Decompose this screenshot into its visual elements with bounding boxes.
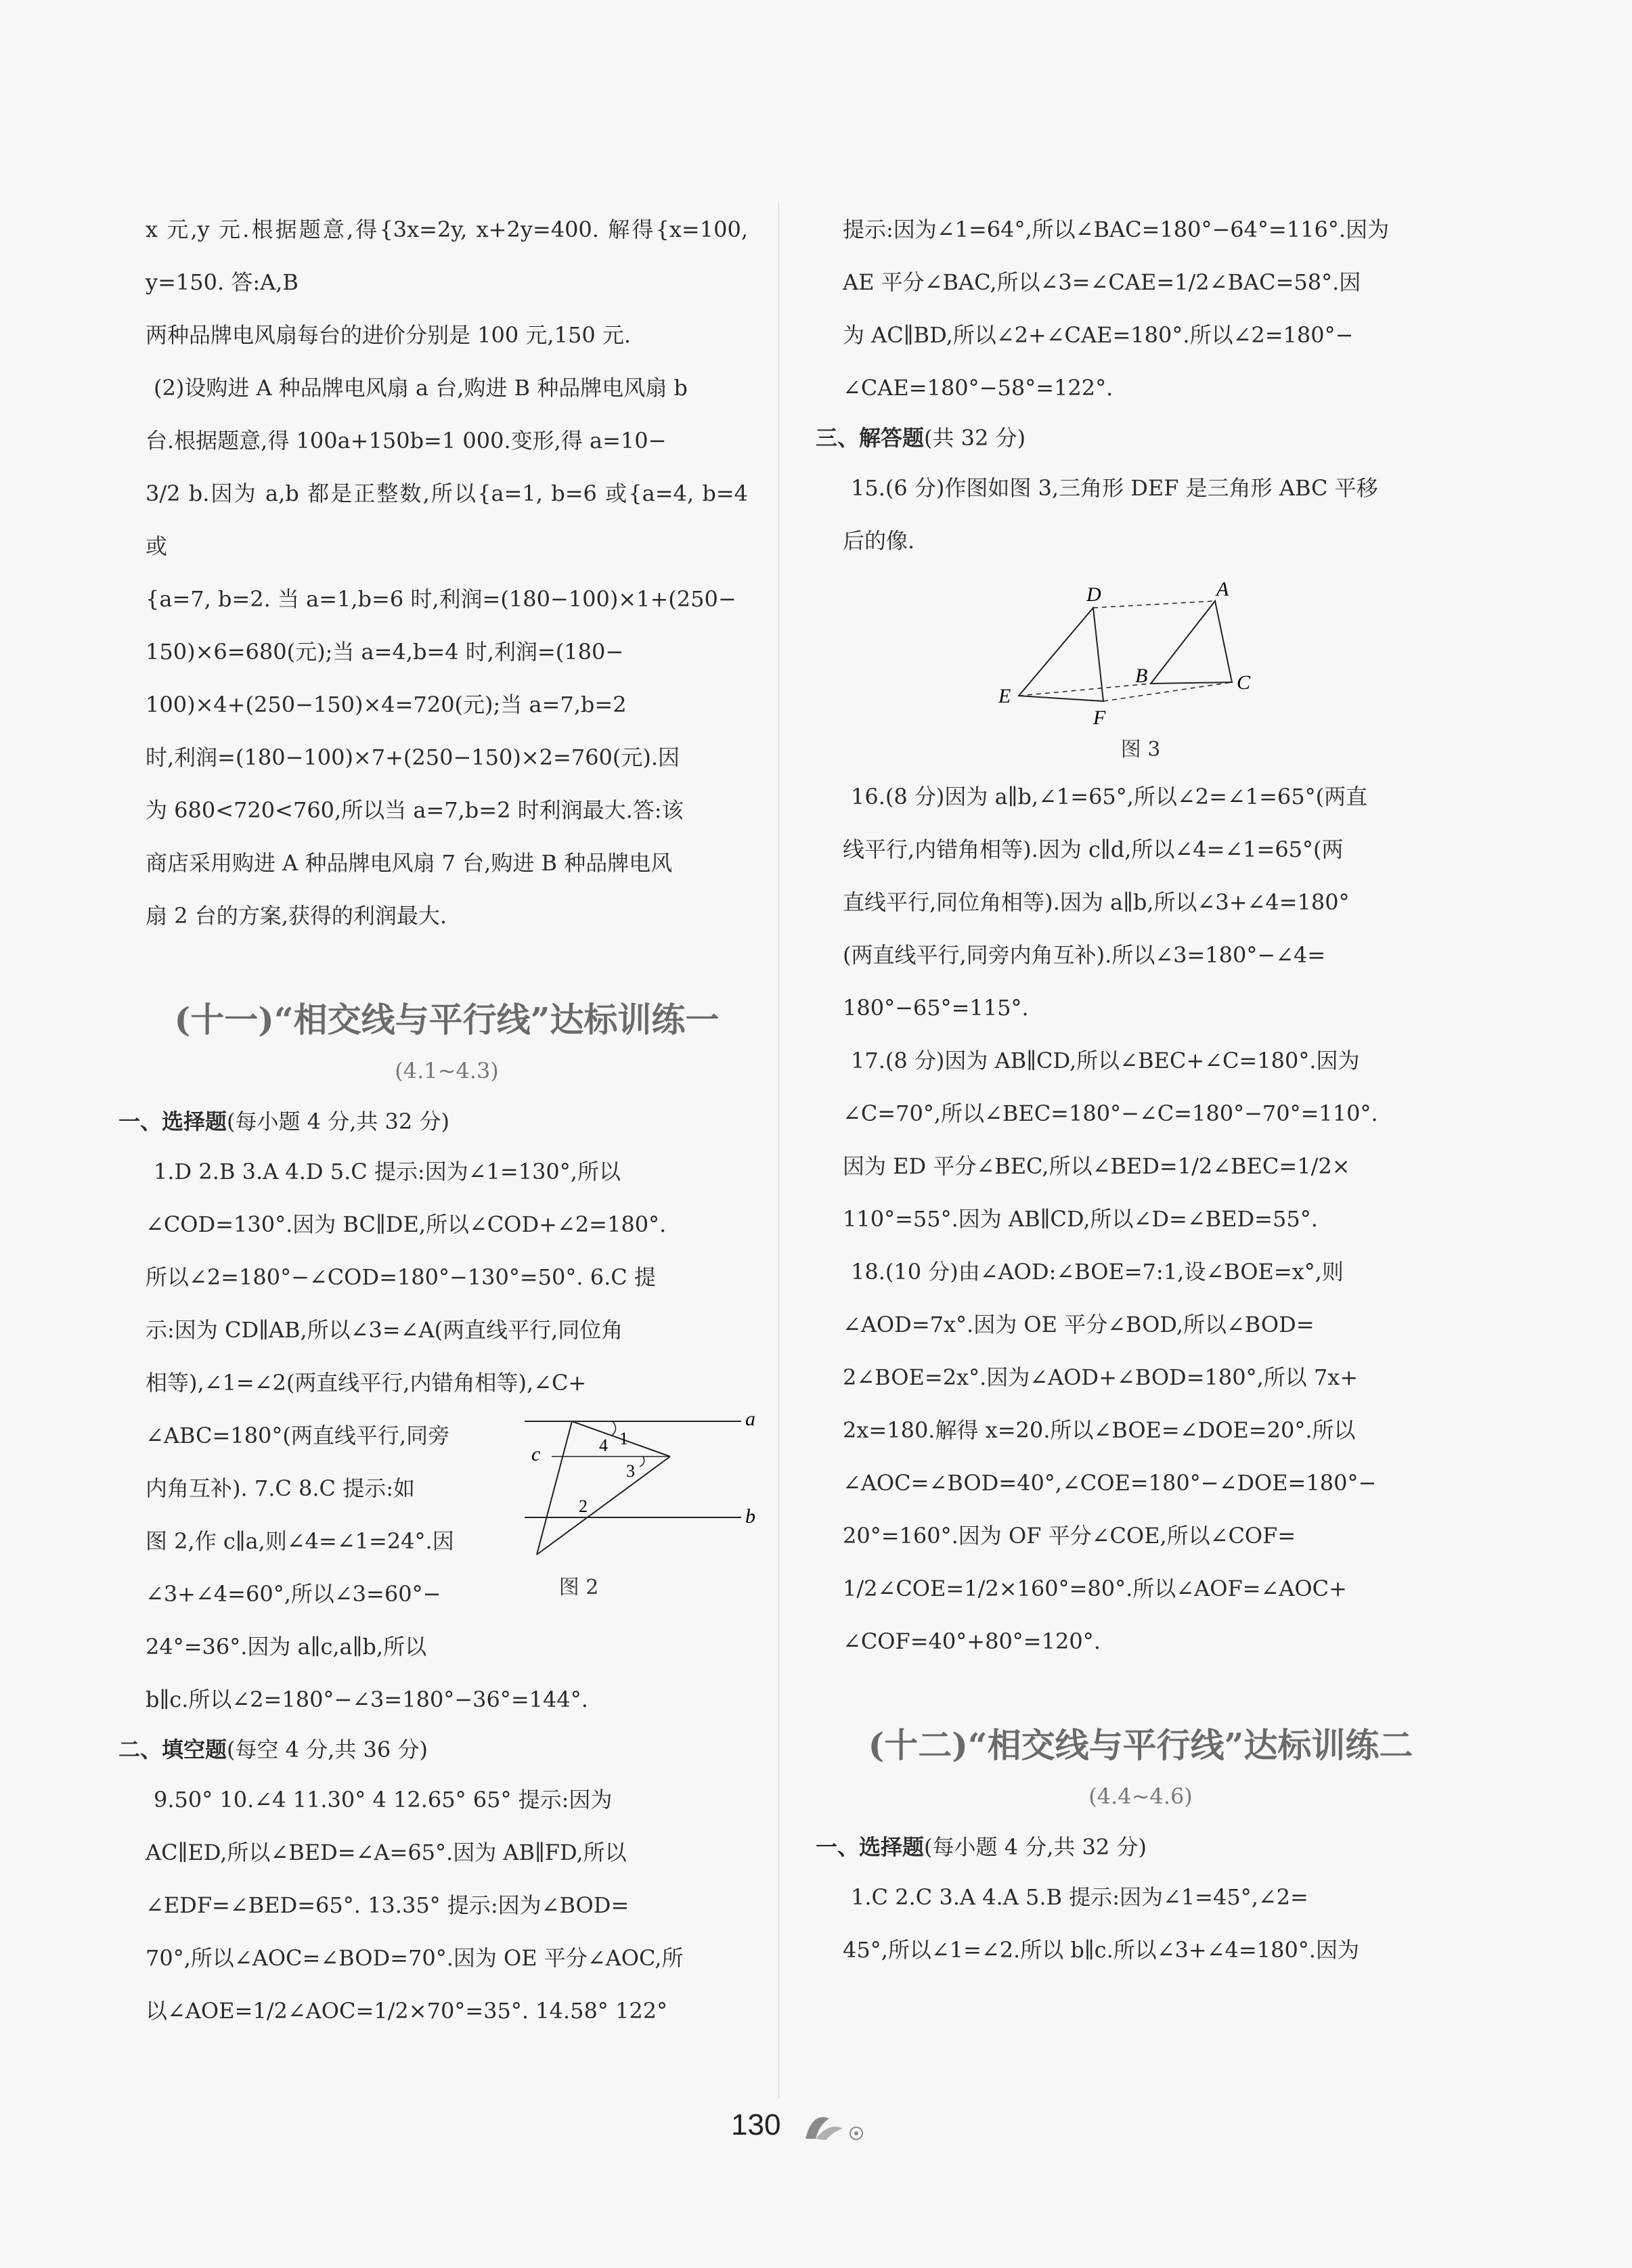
figure-3 xyxy=(843,574,1438,770)
text-line: 100)×4+(250−150)×4=720(元);当 a=7,b=2 xyxy=(146,692,627,717)
label-d: D xyxy=(1086,583,1101,606)
section-title: (十一)“相交线与平行线”达标训练一 xyxy=(174,1000,720,1040)
text-line: 150)×6=680(元);当 a=4,b=4 时,利润=(180− xyxy=(146,639,624,665)
triangle-abc xyxy=(1151,601,1232,684)
text-line: 相等),∠1=∠2(两直线平行,内错角相等),∠C+ xyxy=(146,1370,587,1396)
heading-label: 二、填空题 xyxy=(118,1737,227,1762)
text-line: ∠AOD=7x°.因为 OE 平分∠BOD,所以∠BOD= xyxy=(843,1312,1315,1337)
section-range: (4.4~4.6) xyxy=(1088,1783,1193,1809)
text-line: 18.(10 分)由∠AOD:∠BOE=7:1,设∠BOE=x°,则 xyxy=(851,1259,1344,1285)
label-c: c xyxy=(531,1443,541,1465)
text-line: 2x=180.解得 x=20.所以∠BOE=∠DOE=20°.所以 xyxy=(843,1417,1356,1443)
text-line: 扇 2 台的方案,获得的利润最大. xyxy=(146,903,447,929)
text-line: 两种品牌电风扇每台的进价分别是 100 元,150 元. xyxy=(146,322,632,348)
text-line: 因为 ED 平分∠BEC,所以∠BED=1/2∠BEC=1/2× xyxy=(843,1153,1350,1179)
left-column xyxy=(118,203,755,2037)
figure-3-caption: 图 3 xyxy=(1120,738,1161,761)
text-line: x 元,y 元.根据题意,得{3x=2y, x+2y=400. 解得{x=100, y=150. 答:A,B xyxy=(146,217,748,295)
text-line: AC∥ED,所以∠BED=∠A=65°.因为 AB∥FD,所以 xyxy=(146,1840,627,1865)
page-number: 130 xyxy=(731,2108,781,2141)
label-2: 2 xyxy=(579,1496,588,1516)
text-line: {a=7, b=2. 当 a=1,b=6 时,利润=(180−100)×1+(250− xyxy=(146,586,736,612)
text-line: 2∠BOE=2x°.因为∠AOD+∠BOD=180°,所以 7x+ xyxy=(843,1364,1359,1390)
angle-arc xyxy=(611,1421,616,1436)
text-line: (2)设购进 A 种品牌电风扇 a 台,购进 B 种品牌电风扇 b xyxy=(154,375,688,401)
text-line: b∥c.所以∠2=180°−∠3=180°−36°=144°. xyxy=(146,1687,588,1712)
choice-answers xyxy=(146,1145,755,1726)
text-line: AE 平分∠BAC,所以∠3=∠CAE=1/2∠BAC=58°.因 xyxy=(843,269,1361,295)
text-line: 后的像. xyxy=(843,528,915,554)
label-b: b xyxy=(745,1505,755,1528)
figure-2 xyxy=(511,1402,755,1605)
text-line: ∠C=70°,所以∠BEC=180°−∠C=180°−70°=110°. xyxy=(843,1100,1378,1126)
label-1: 1 xyxy=(619,1429,628,1448)
heading-note: (共 32 分) xyxy=(924,425,1026,451)
text-line: 内角互补). 7.C 8.C 提示:如 xyxy=(146,1475,415,1501)
q18-answer xyxy=(843,1245,1438,1668)
text-line: 1.D 2.B 3.A 4.D 5.C 提示:因为∠1=130°,所以 xyxy=(154,1159,621,1184)
heading-label: 三、解答题 xyxy=(816,425,925,451)
text-line: 20°=160°.因为 OF 平分∠COE,所以∠COF= xyxy=(843,1523,1296,1549)
text-line: 为 AC∥BD,所以∠2+∠CAE=180°.所以∠2=180°− xyxy=(843,322,1354,348)
text-line: 1/2∠COE=1/2×160°=80°.所以∠AOF=∠AOC+ xyxy=(843,1576,1347,1601)
label-3: 3 xyxy=(626,1461,635,1481)
label-e: E xyxy=(998,685,1011,707)
text-line: 为 680<720<760,所以当 a=7,b=2 时利润最大.答:该 xyxy=(146,797,684,823)
heading-note: (每空 4 分,共 36 分) xyxy=(227,1737,428,1762)
dashed-line xyxy=(1019,684,1151,696)
text-line: 17.(8 分)因为 AB∥CD,所以∠BEC+∠C=180°.因为 xyxy=(851,1048,1360,1073)
label-a: A xyxy=(1216,578,1229,600)
section-title: (十二)“相交线与平行线”达标训练二 xyxy=(868,1725,1413,1765)
triangle-side xyxy=(537,1421,572,1555)
figure-2-caption: 图 2 xyxy=(558,1576,599,1599)
column-divider xyxy=(778,203,779,2098)
text-line: 所以∠2=180°−∠COD=180°−130°=50°. 6.C 提 xyxy=(146,1264,656,1290)
heading-label: 一、选择题 xyxy=(816,1834,925,1860)
text-line: ∠COD=130°.因为 BC∥DE,所以∠COD+∠2=180°. xyxy=(146,1211,667,1237)
heading-note: (每小题 4 分,共 32 分) xyxy=(924,1834,1147,1860)
text-line: ∠CAE=180°−58°=122°. xyxy=(843,375,1113,401)
label-b: B xyxy=(1135,665,1148,687)
text-line: ∠COF=40°+80°=120°. xyxy=(843,1628,1101,1654)
section-range: (4.1~4.3) xyxy=(395,1058,499,1084)
text-line: (两直线平行,同旁内角互补).所以∠3=180°−∠4= xyxy=(843,942,1326,968)
text-line: 台.根据题意,得 100a+150b=1 000.变形,得 a=10− xyxy=(146,428,667,453)
text-line: 商店采用购进 A 种品牌电风扇 7 台,购进 B 种品牌电风 xyxy=(146,850,673,876)
label-4: 4 xyxy=(599,1436,608,1455)
text-line: ∠3+∠4=60°,所以∠3=60°− xyxy=(146,1581,441,1607)
text-line: ∠ABC=180°(两直线平行,同旁 xyxy=(146,1423,450,1448)
heading-note: (每小题 4 分,共 32 分) xyxy=(227,1109,449,1134)
text-line: 15.(6 分)作图如图 3,三角形 DEF 是三角形 ABC 平移 xyxy=(851,475,1378,501)
text-line: 24°=36°.因为 a∥c,a∥b,所以 xyxy=(146,1634,427,1660)
text-line: 以∠AOE=1/2∠AOC=1/2×70°=35°. 14.58° 122° xyxy=(146,1998,668,2024)
right-column xyxy=(816,203,1438,1976)
text-line: 提示:因为∠1=64°,所以∠BAC=180°−64°=116°.因为 xyxy=(843,217,1390,242)
part-heading xyxy=(816,1823,1438,1871)
triangle-def xyxy=(1019,608,1103,701)
intro-paragraph xyxy=(146,203,748,942)
label-a: a xyxy=(745,1408,755,1430)
text-line: 直线平行,同位角相等).因为 a∥b,所以∠3+∠4=180° xyxy=(843,889,1350,915)
text-line: 1.C 2.C 3.A 4.A 5.B 提示:因为∠1=45°,∠2= xyxy=(851,1884,1308,1910)
label-c: C xyxy=(1237,671,1251,694)
figure-2-diagram xyxy=(511,1402,755,1565)
label-f: F xyxy=(1093,707,1106,729)
q16-answer xyxy=(843,770,1438,1034)
text-line: 时,利润=(180−100)×7+(250−150)×2=760(元).因 xyxy=(146,744,680,770)
text-line: 图 2,作 c∥a,则∠4=∠1=24°.因 xyxy=(146,1528,454,1554)
part-heading xyxy=(118,1098,748,1145)
triangle-side xyxy=(537,1457,670,1555)
text-line: 9.50° 10.∠4 11.30° 4 12.65° 65° 提示:因为 xyxy=(154,1787,613,1813)
fill-answers xyxy=(146,1773,748,2037)
text-line: 45°,所以∠1=∠2.所以 b∥c.所以∠3+∠4=180°.因为 xyxy=(843,1937,1359,1963)
text-line: 3/2 b.因为 a,b 都是正整数,所以{a=1, b=6 或{a=4, b=4 或 xyxy=(146,481,748,559)
heading-label: 一、选择题 xyxy=(118,1109,227,1134)
text-line: 110°=55°.因为 AB∥CD,所以∠D=∠BED=55°. xyxy=(843,1206,1318,1232)
text-line: 线平行,内错角相等).因为 c∥d,所以∠4=∠1=65°(两 xyxy=(843,837,1344,862)
part-heading xyxy=(118,1726,748,1773)
angle-arc xyxy=(640,1457,644,1467)
text-line: 180°−65°=115°. xyxy=(843,995,1029,1021)
text-line: ∠EDF=∠BED=65°. 13.35° 提示:因为∠BOD= xyxy=(146,1892,630,1918)
text-line: 16.(8 分)因为 a∥b,∠1=65°,所以∠2=∠1=65°(两直 xyxy=(851,784,1368,809)
figure-3-diagram xyxy=(992,574,1289,730)
part-heading xyxy=(816,414,1438,462)
text-line: 70°,所以∠AOC=∠BOD=70°.因为 OE 平分∠AOC,所 xyxy=(146,1945,684,1971)
text-line: ∠AOC=∠BOD=40°,∠COE=180°−∠DOE=180°− xyxy=(843,1470,1377,1496)
hint-paragraph xyxy=(843,203,1438,414)
q17-answer xyxy=(843,1034,1438,1245)
leaf-ornament-icon xyxy=(799,2105,873,2145)
dashed-line xyxy=(1093,601,1215,608)
text-line: 示:因为 CD∥AB,所以∠3=∠A(两直线平行,同位角 xyxy=(146,1317,623,1343)
dashed-line xyxy=(1103,682,1232,701)
